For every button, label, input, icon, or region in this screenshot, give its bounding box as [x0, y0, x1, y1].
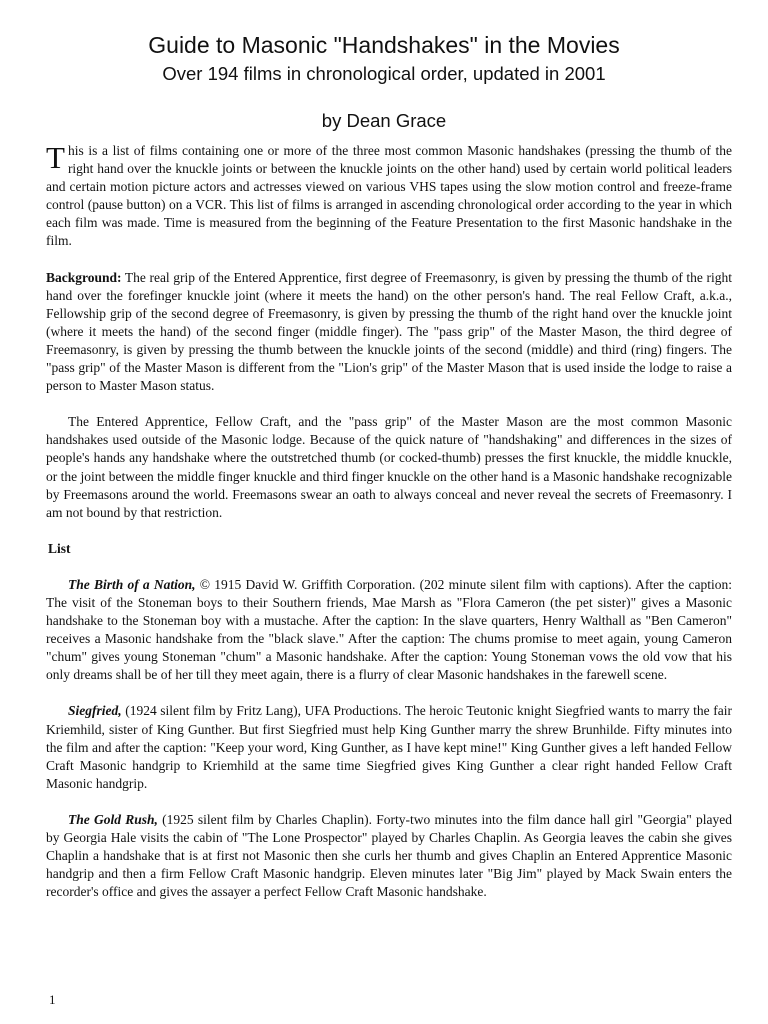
film-title: Siegfried, — [68, 703, 122, 719]
document-body — [46, 142, 732, 901]
background-paragraph — [46, 269, 732, 396]
author-byline: by Dean Grace — [321, 110, 447, 131]
intro-text: his is a list of films containing one or more of the three most common Masonic handshakes (pressing the thumb of the right hand over the knuckle joints or between the knuckle joints on the other hand) used by certain world political leaders and certain motion picture actors and actresses viewed on various VHS tapes using the slow motion control and freeze-frame control (pause button) on a VCR. This list of films is arranged in ascending chronological order according to the year in which each film was made. Time is measured from the beginning of the Feature Presentation to the first Masonic handshake in the film. — [46, 143, 732, 249]
background-text: The real grip of the Entered Apprentice, first degree of Freemasonry, is given by pressing the thumb of the right hand over the forefinger knuckle joint (where it meets the hand) on the other person's hand. The real Fellow Craft, a.k.a., Fellowship grip of the second degree of Freemasonry, is given by pressing the thumb of the right hand over the knuckle joint (where it meets the hand) of the second finger (middle finger). The "pass grip" of the Master Mason, the third degree of Freemasonry, is given by pressing the thumb between the knuckle joints of the second (middle) and third (ring) fingers. The "pass grip" of the Master Mason is different from the "Lion's grip" of the Master Mason that is used inside the lodge to raise a person to Master Mason status. — [46, 269, 732, 394]
page-title: Guide to Masonic "Handshakes" in the Movies — [148, 32, 620, 58]
film-entry — [46, 576, 732, 685]
background-label: Background: — [46, 269, 122, 285]
handshakes-paragraph: The Entered Apprentice, Fellow Craft, and the "pass grip" of the Master Mason are the most common Masonic handshakes used outside of the Masonic lodge. Because of the quick nature of "handshaking" and differences in the sizes of people's hands any handshake where the outstretched thumb (or cocked-thumb) presses the first knuckle, the middle knuckle, or the joint between the middle finger knuckle and third finger knuckle on the other hand is a Masonic handshake recognizable by Freemasons around the world. Freemasons swear an oath to always conceal and never reveal the secrets of Freemasonry. I am not bound by that restriction. — [46, 414, 732, 520]
film-title: The Gold Rush, — [68, 811, 158, 827]
intro-paragraph — [46, 142, 732, 251]
film-description: (1925 silent film by Charles Chaplin). Forty-two minutes into the film dance hall girl "Georgia" played by Georgia Hale visits the cabin of "The Lone Prospector" played by Charles Chaplin. As Georgia leaves the cabin she gives Chaplin a handshake that is at first not Masonic then she curls her thumb and gives Chaplin an Entered Apprentice Masonic handgrip and then a firm Fellow Craft Masonic handgrip. Eleven minutes later "Big Jim" played by Mack Swain enters the recorder's office and gives the assayer a perfect Fellow Craft Masonic handshake. — [46, 811, 732, 900]
drop-cap: T — [46, 140, 65, 175]
film-description: (1924 silent film by Fritz Lang), UFA Productions. The heroic Teutonic knight Siegfried wants to marry the fair Kriemhild, sister of King Gunther. But first Siegfried must help King Gunther marry the shrew Brunhilde. Fifty minutes into the film and after the caption: "Keep your word, King Gunther, as I have kept mine!" King Gunther gives a left handed Fellow Craft Masonic handgrip to Kriemhild at the same time Siegfried gives King Gunther a clear right handed Fellow Craft Masonic handgrip. — [46, 703, 732, 791]
film-entry — [46, 702, 732, 792]
page-subtitle: Over 194 films in chronological order, updated in 2001 — [162, 63, 606, 84]
film-title: The Birth of a Nation, — [68, 576, 196, 592]
film-entry — [46, 811, 732, 901]
list-heading: List — [48, 540, 71, 556]
film-description: © 1915 David W. Griffith Corporation. (202 minute silent film with captions). After the caption: The visit of the Stoneman boys to their Southern friends, Mae Marsh as "Flora Cameron (the pet sister)" gives a Masonic handshake to the Stoneman boy with a mustache. After the caption: In the slave quarters, Henry Walthall as "Ben Cameron" receives a Masonic handshake from the "black slave." After the caption: The chums promise to meet again, young Cameron "chum" gives young Stoneman "chum" a Masonic handshake. After the caption: Young Stoneman vows the old vow that his only dreams shall be of her till they meet again, there is a flurry of clear Masonic handshakes in the farewell scene. — [46, 576, 732, 683]
page-number: 1 — [49, 992, 56, 1007]
